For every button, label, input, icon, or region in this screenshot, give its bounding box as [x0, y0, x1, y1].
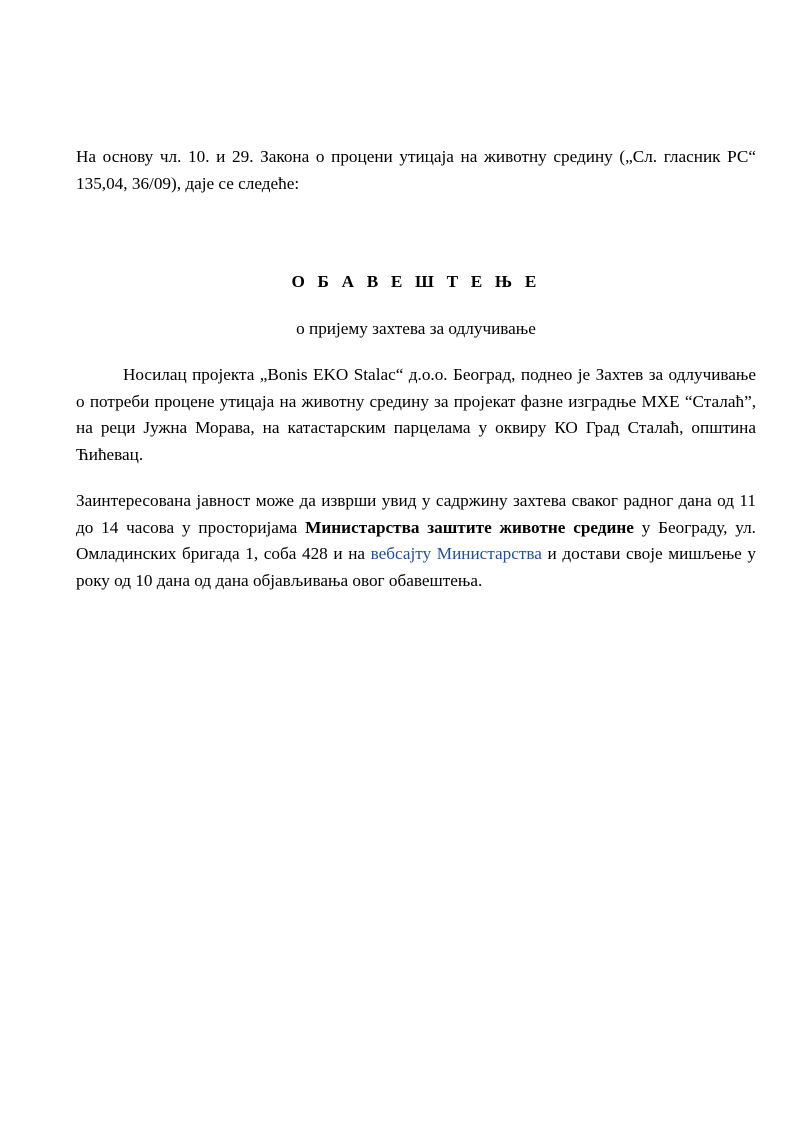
- document-subtitle: о пријему захтева за одлучивање: [296, 318, 536, 338]
- notice-text-part2: у Београду, ул. Омладинских бригада 1, соба 428 и на: [76, 517, 756, 563]
- document-title: О Б А В Е Ш Т Е Њ Е: [291, 272, 541, 291]
- notice-text-part3: и достави своје мишљење у року од 10 дана од дана објављивања овог обавештења.: [76, 544, 756, 590]
- document-page: [76, 144, 756, 594]
- project-paragraph: Носилац пројекта „Bonis EKO Stalac“ д.о.о. Београд, поднео је Захтев за одлучивање о потреби процене утицаја на животну средину за пројекат фазне изградње МХЕ “Сталаћ”, на реци Јужна Морава, на катастарским парцелама у оквиру КО Град Сталаћ, општина Ћићевац.: [76, 365, 756, 464]
- ministry-website-link[interactable]: вебсајту Министарства: [370, 544, 542, 563]
- notice-text-part1: Заинтересована јавност може да изврши увид у садржину захтева сваког радног дана од 11 до 14 часова у просторијама: [76, 491, 756, 537]
- intro-paragraph: На основу чл. 10. и 29. Закона о процени утицаја на животну средину („Сл. гласник РС“ 135,04, 36/09), даје се следеће:: [76, 147, 756, 193]
- public-notice-paragraph: [76, 488, 756, 594]
- ministry-name: Министарства заштите животне средине: [305, 517, 634, 537]
